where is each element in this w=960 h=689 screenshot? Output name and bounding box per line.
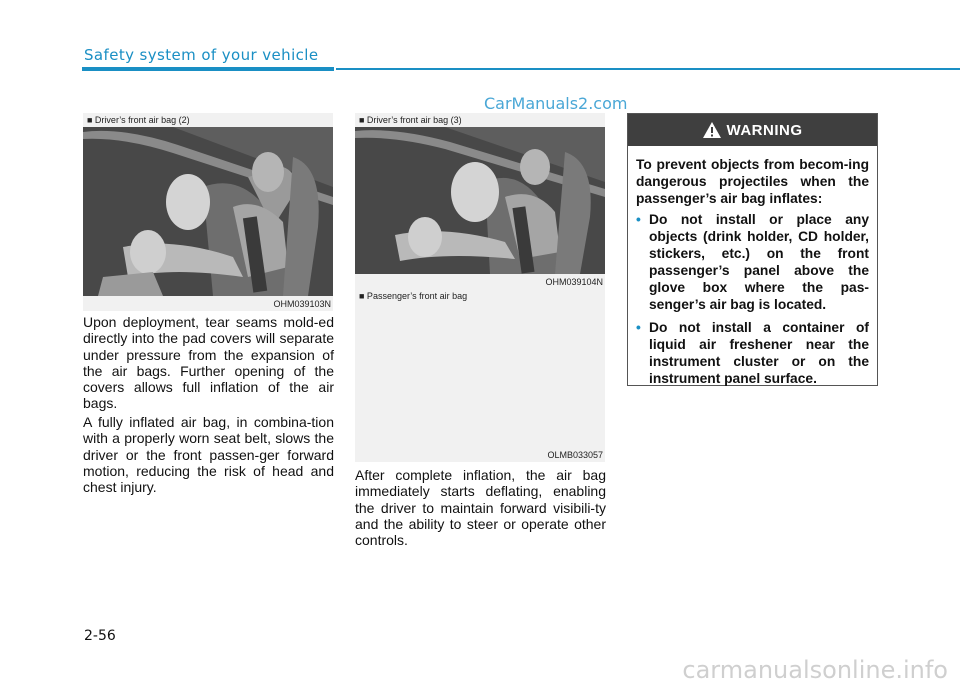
figure-code: OHM039104N <box>545 277 603 287</box>
bullet-icon: • <box>636 320 641 335</box>
airbag-illustration-2 <box>355 127 605 274</box>
watermark-bottom[interactable]: carmanualsonline.info <box>682 656 948 684</box>
warning-box <box>627 113 878 386</box>
figure-passenger-airbag <box>355 289 605 462</box>
warning-intro: To prevent objects from becom-ing dangerous projectiles when the passenger’s air bag inflates: <box>636 157 869 206</box>
figure-driver-airbag-3 <box>355 113 605 289</box>
warning-header <box>628 114 877 146</box>
figure-caption: ■ Driver’s front air bag (3) <box>359 115 462 125</box>
figure-driver-airbag-2 <box>83 113 333 311</box>
warning-body <box>628 146 877 387</box>
watermark-top[interactable]: CarManuals2.com <box>484 94 628 113</box>
warning-item <box>636 319 869 387</box>
warning-item <box>636 211 869 313</box>
header-rule-accent <box>82 67 334 71</box>
page-number: 2-56 <box>84 628 116 644</box>
bullet-icon: • <box>636 212 641 227</box>
paragraph-inflated: A fully inflated air bag, in combina-tion with a properly worn seat belt, slows the driver or the front passen-ger forward motion, reducing the risk of head and chest injury. <box>83 414 334 496</box>
paragraph-deflating: After complete inflation, the air bag immediately starts deflating, enabling the driver to maintain forward visibili-ty and the ability to steer or operate other controls. <box>355 467 606 549</box>
warning-item-text: Do not install or place any objects (drink holder, CD holder, stickers, etc.) on the front passenger’s panel above the glove box where the pas-senger’s air bag is located. <box>649 212 869 312</box>
figure-caption: ■ Driver’s front air bag (2) <box>87 115 190 125</box>
figure-code: OLMB033057 <box>547 450 603 460</box>
header-rule <box>336 68 960 70</box>
section-title: Safety system of your vehicle <box>84 46 319 64</box>
warning-list <box>636 211 869 387</box>
paragraph-deployment: Upon deployment, tear seams mold-ed directly into the pad covers will separate under pressure from the expansion of the air bags. Further opening of the covers allows full inflation of the air bags. <box>83 314 334 412</box>
warning-item-text: Do not install a container of liquid air freshener near the instrument cluster or on the instrument panel surface. <box>649 320 869 386</box>
warning-triangle-icon <box>703 122 721 138</box>
figure-code: OHM039103N <box>273 299 331 309</box>
warning-title: WARNING <box>726 121 803 139</box>
airbag-illustration-1 <box>83 127 333 296</box>
figure-caption: ■ Passenger’s front air bag <box>359 291 468 301</box>
